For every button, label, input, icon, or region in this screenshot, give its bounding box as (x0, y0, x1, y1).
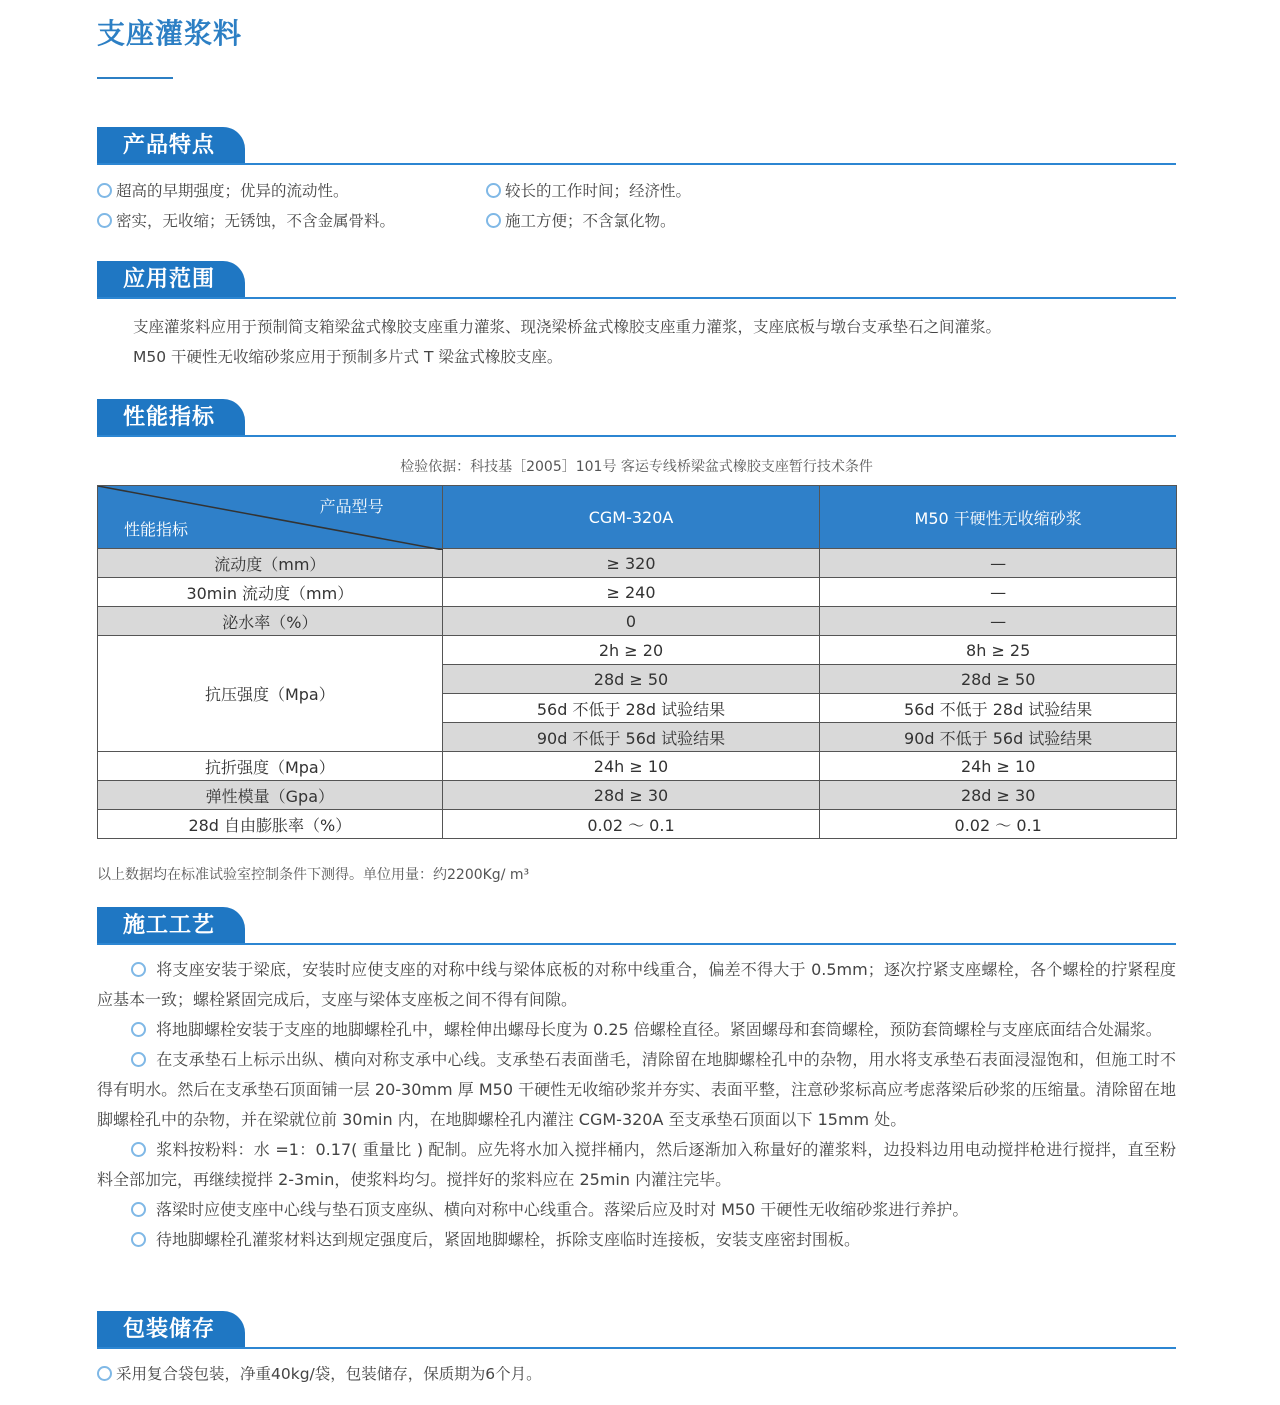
packaging-text: 采用复合袋包装，净重40kg/袋，包装储存，保质期为6个月。 (116, 1365, 542, 1383)
process-step-text: 浆料按粉料：水 =1：0.17( 重量比 ) 配制。应先将水加入搅拌桶内，然后逐渐加入称量好的灌浆料，边投料边用电动搅拌枪进行搅拌，直至粉料全部加完，再继续搅拌 2-3min，使浆料均匀。搅拌好的浆料应在 25min 内灌注完毕。 (97, 1140, 1176, 1189)
scope-line: 支座灌浆料应用于预制简支箱梁盆式橡胶支座重力灌浆、现浇梁桥盆式橡胶支座重力灌浆，支座底板与墩台支承垫石之间灌浆。 (133, 318, 1002, 336)
feature-item (97, 209, 395, 231)
table-cell: 56d 不低于 28d 试验结果 (820, 694, 1177, 723)
table-row (98, 578, 1177, 607)
table-cell: 90d 不低于 56d 试验结果 (820, 723, 1177, 752)
table-cell: 流动度（mm） (98, 549, 443, 578)
process-step (97, 1195, 1176, 1225)
table-cell: 泌水率（%） (98, 607, 443, 636)
section-header-features (97, 127, 1176, 165)
column-header: M50 干硬性无收缩砂浆 (820, 486, 1177, 549)
feature-item (486, 179, 691, 201)
table-cell: 抗折强度（Mpa） (98, 752, 443, 781)
process-step-text: 待地脚螺栓孔灌浆材料达到规定强度后，紧固地脚螺栓，拆除支座临时连接板，安装支座密封围板。 (156, 1230, 861, 1249)
feature-text: 较长的工作时间；经济性。 (505, 182, 692, 200)
test-basis: 检验依据：科技基［2005］101号 客运专线桥梁盆式橡胶支座暂行技术条件 (400, 459, 873, 475)
ring-bullet-icon (486, 213, 501, 228)
ring-bullet-icon (97, 213, 112, 228)
table-cell: 28d ≥ 30 (442, 781, 820, 810)
indicator-label: 性能指标 (124, 520, 189, 539)
ring-bullet-icon (131, 1202, 146, 1217)
table-cell: 8h ≥ 25 (820, 636, 1177, 665)
table-cell: 0.02 ～ 0.1 (820, 810, 1177, 839)
section-title: 性能指标 (97, 399, 245, 437)
table-cell: 28d 自由膨胀率（%） (98, 810, 443, 839)
divider (97, 297, 1176, 299)
page-title: 支座灌浆料 (97, 17, 243, 50)
table-cell: 28d ≥ 50 (442, 665, 820, 694)
packaging-item (97, 1362, 542, 1384)
feature-text: 施工方便；不含氯化物。 (505, 212, 676, 230)
performance-table (97, 485, 1177, 839)
process-step (97, 1045, 1176, 1135)
process-step (97, 1015, 1176, 1045)
table-row (98, 810, 1177, 839)
table-cell: 30min 流动度（mm） (98, 578, 443, 607)
section-title: 应用范围 (97, 261, 245, 299)
table-cell: ≥ 240 (442, 578, 820, 607)
scope-line: M50 干硬性无收缩砂浆应用于预制多片式 T 梁盆式橡胶支座。 (133, 348, 563, 366)
table-cell: 28d ≥ 50 (820, 665, 1177, 694)
table-row (98, 607, 1177, 636)
feature-item (486, 209, 676, 231)
process-step (97, 1135, 1176, 1195)
product-model-label: 产品型号 (319, 497, 384, 516)
table-cell: 抗压强度（Mpa） (98, 636, 443, 752)
feature-text: 密实，无收缩；无锈蚀，不含金属骨料。 (116, 212, 396, 230)
ring-bullet-icon (131, 1052, 146, 1067)
section-header-process (97, 907, 1176, 945)
process-step (97, 1225, 1176, 1255)
ring-bullet-icon (131, 962, 146, 977)
ring-bullet-icon (131, 1142, 146, 1157)
ring-bullet-icon (131, 1232, 146, 1247)
table-cell: 24h ≥ 10 (820, 752, 1177, 781)
process-step-text: 在支承垫石上标示出纵、横向对称支承中心线。支承垫石表面凿毛，清除留在地脚螺栓孔中的杂物，用水将支承垫石表面浸湿饱和，但施工时不得有明水。然后在支承垫石顶面铺一层 20-30mm 厚 M50 干硬性无收缩砂浆并夯实、表面平整，注意砂浆标高应考虑落梁后砂浆的压缩量。清除留在地脚螺栓孔中的杂物，并在梁就位前 30min 内，在地脚螺栓孔内灌注 CGM-320A 至支承垫石顶面以下 15mm 处。 (97, 1050, 1176, 1129)
column-header: CGM-320A (442, 486, 820, 549)
table-row (98, 752, 1177, 781)
table-cell: 24h ≥ 10 (442, 752, 820, 781)
divider (97, 435, 1176, 437)
section-header-scope (97, 261, 1176, 299)
ring-bullet-icon (131, 1022, 146, 1037)
corner-header-cell (98, 486, 443, 549)
table-cell: 弹性模量（Gpa） (98, 781, 443, 810)
process-step-text: 将地脚螺栓安装于支座的地脚螺栓孔中，螺栓伸出螺母长度为 0.25 倍螺栓直径。紧固螺母和套筒螺栓，预防套筒螺栓与支座底面结合处漏浆。 (156, 1020, 1162, 1039)
feature-text: 超高的早期强度；优异的流动性。 (116, 182, 349, 200)
table-cell: 0 (442, 607, 820, 636)
table-cell: — (820, 549, 1177, 578)
table-header-row (98, 486, 1177, 549)
divider (97, 943, 1176, 945)
table-cell: — (820, 578, 1177, 607)
process-step-text: 将支座安装于梁底，安装时应使支座的对称中线与梁体底板的对称中线重合，偏差不得大于 0.5mm；逐次拧紧支座螺栓，各个螺栓的拧紧程度应基本一致；螺栓紧固完成后，支座与梁体支座板之间不得有间隙。 (97, 960, 1176, 1009)
section-title: 产品特点 (97, 127, 245, 165)
ring-bullet-icon (97, 1366, 112, 1381)
ring-bullet-icon (97, 183, 112, 198)
table-cell: 28d ≥ 30 (820, 781, 1177, 810)
process-step (97, 955, 1176, 1015)
table-row (98, 636, 1177, 665)
ring-bullet-icon (486, 183, 501, 198)
table-row (98, 781, 1177, 810)
section-title: 包装储存 (97, 1311, 245, 1349)
table-note: 以上数据均在标准试验室控制条件下测得。单位用量：约2200Kg/ m³ (97, 867, 530, 883)
table-cell: ≥ 320 (442, 549, 820, 578)
table-cell: — (820, 607, 1177, 636)
table-row (98, 549, 1177, 578)
table-cell: 2h ≥ 20 (442, 636, 820, 665)
section-header-packaging (97, 1311, 1176, 1349)
table-cell: 0.02 ～ 0.1 (442, 810, 820, 839)
process-step-text: 落梁时应使支座中心线与垫石顶支座纵、横向对称中心线重合。落梁后应及时对 M50 干硬性无收缩砂浆进行养护。 (156, 1200, 969, 1219)
section-header-performance (97, 399, 1176, 437)
divider (97, 163, 1176, 165)
process-steps (97, 955, 1176, 1255)
feature-item (97, 179, 349, 201)
divider (97, 1347, 1176, 1349)
section-title: 施工工艺 (97, 907, 245, 945)
table-cell: 90d 不低于 56d 试验结果 (442, 723, 820, 752)
table-cell: 56d 不低于 28d 试验结果 (442, 694, 820, 723)
title-underline (97, 77, 173, 79)
